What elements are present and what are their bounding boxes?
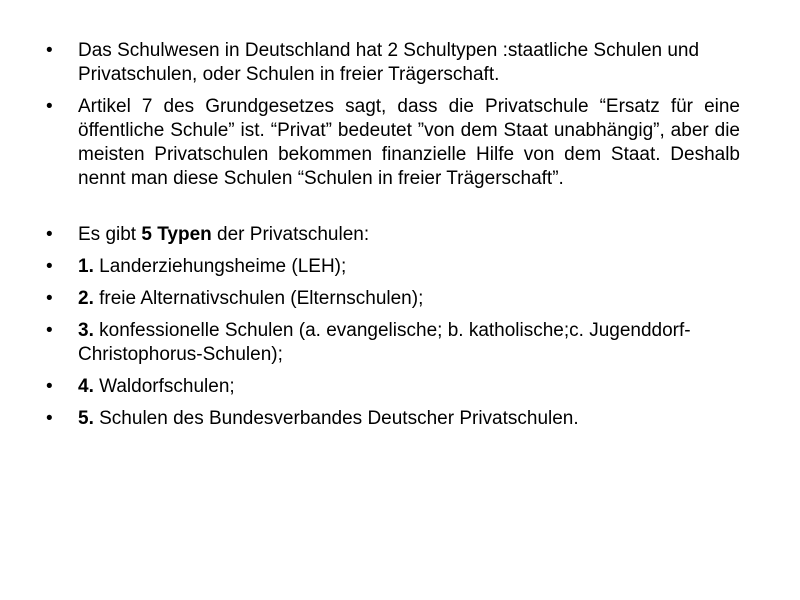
item-text (78, 408, 579, 429)
item-number: 3. (78, 320, 94, 341)
item-suffix: der Privatschulen: (211, 224, 370, 245)
item-text (78, 288, 423, 309)
item-number: 4. (78, 376, 94, 397)
list-item (40, 223, 740, 247)
bullet-dot: • (46, 96, 53, 117)
bullet-dot: • (46, 376, 53, 397)
list-item (40, 407, 740, 431)
item-text: Artikel 7 des Grundgesetzes sagt, dass die Privatschule “Ersatz für eine öffentliche Schule” ist. “Privat” bedeutet ”von dem Staat unabhängig”, aber die meisten Privatschulen bekommen finanzielle Hilfe von dem Staat. Deshalb nennt man diese Schulen “Schulen in freier Trägerschaft”. (78, 96, 740, 189)
bullet-dot: • (46, 224, 53, 245)
item-text (78, 224, 369, 245)
bullet-dot: • (46, 40, 53, 61)
item-number: 2. (78, 288, 94, 309)
list-item (40, 255, 740, 279)
item-label: Waldorfschulen; (93, 376, 235, 397)
list-item (40, 319, 740, 367)
item-number: 1. (78, 256, 94, 277)
item-text (78, 320, 691, 365)
item-label: konfessionelle Schulen (a. evangelische; b. katholische;c. Jugenddorf-Christophorus-Schulen); (78, 320, 691, 365)
item-prefix: Es gibt (78, 224, 142, 245)
bullet-dot: • (46, 288, 53, 309)
item-text (78, 376, 235, 397)
item-label: Landerziehungsheime (LEH); (93, 256, 347, 277)
bullet-list (40, 39, 740, 439)
item-label: Schulen des Bundesverbandes Deutscher Privatschulen. (93, 408, 579, 429)
bullet-dot: • (46, 320, 53, 341)
list-item (40, 39, 740, 87)
list-item (40, 95, 740, 191)
item-bold: 5 Typen (141, 224, 212, 245)
item-number: 5. (78, 408, 94, 429)
item-text: Das Schulwesen in Deutschland hat 2 Schultypen :staatliche Schulen und Privatschulen, oder Schulen in freier Trägerschaft. (78, 40, 700, 85)
list-item (40, 375, 740, 399)
bullet-dot: • (46, 408, 53, 429)
bullet-dot: • (46, 256, 53, 277)
list-item (40, 287, 740, 311)
item-text (78, 256, 346, 277)
item-label: freie Alternativschulen (Elternschulen); (93, 288, 424, 309)
